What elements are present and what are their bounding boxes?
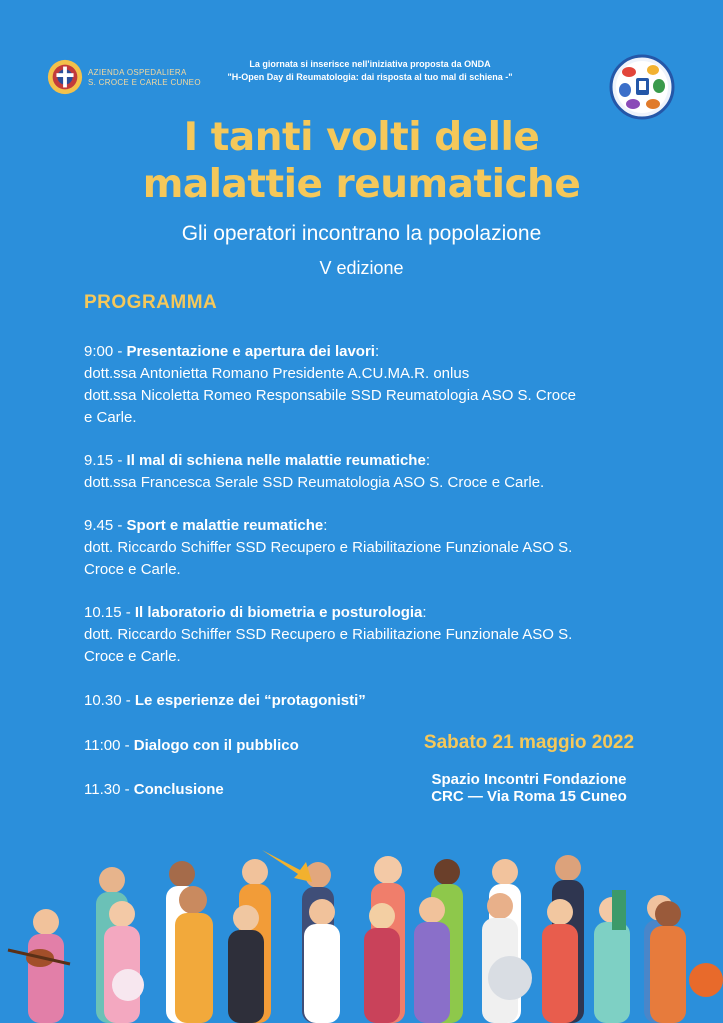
program-detail: dott.ssa Francesca Serale SSD Reumatologia ASO S. Croce e Carle. bbox=[84, 474, 545, 491]
program-detail: Croce e Carle. bbox=[84, 648, 181, 665]
program-item: 10.15 - Il laboratorio di biometria e posturologia: dott. Riccardo Schiffer SSD Recupero e Riabilitazione Funzionale ASO S. Croce e Carle. bbox=[84, 602, 664, 668]
program-time: 11:00 - bbox=[84, 737, 134, 754]
hospital-logo bbox=[46, 56, 201, 100]
program-time: 9:00 - bbox=[84, 343, 127, 360]
venue-line1: Spazio Incontri Fondazione bbox=[431, 771, 627, 788]
program-title: Il mal di schiena nelle malattie reumatiche bbox=[126, 452, 426, 469]
header-note-line2: "H-Open Day di Reumatologia: dai risposta al tuo mal di schiena -" bbox=[227, 72, 513, 82]
program-item bbox=[84, 735, 384, 757]
crowd-illustration bbox=[0, 830, 723, 1023]
event-venue bbox=[404, 771, 654, 805]
program-title: Le esperienze dei “protagonisti” bbox=[134, 692, 366, 709]
program-detail: dott.ssa Antonietta Romano Presidente A.CU.MA.R. onlus bbox=[84, 365, 470, 382]
program-time: 10.30 - bbox=[84, 692, 135, 709]
programma-heading: PROGRAMMA bbox=[84, 292, 218, 313]
program-detail: Croce e Carle. bbox=[84, 561, 181, 578]
subtitle: Gli operatori incontrano la popolazione bbox=[181, 222, 542, 245]
program-item bbox=[84, 779, 384, 801]
header-note bbox=[190, 58, 550, 84]
program-title: Conclusione bbox=[133, 781, 224, 798]
program-item: 9.45 - Sport e malattie reumatiche: dott. Riccardo Schiffer SSD Recupero e Riabilitazione Funzionale ASO S. Croce e Carle. bbox=[84, 515, 664, 581]
event-date: Sabato 21 maggio 2022 bbox=[423, 732, 635, 753]
program-time: 9.45 - bbox=[84, 517, 127, 534]
hospital-name-line2: S. CROCE E CARLE CUNEO bbox=[88, 78, 201, 87]
hospital-name-line1: AZIENDA OSPEDALIERA bbox=[88, 68, 187, 77]
program-title: Dialogo con il pubblico bbox=[133, 737, 299, 754]
hands-association-logo-icon bbox=[609, 54, 675, 120]
program-detail: dott. Riccardo Schiffer SSD Recupero e Riabilitazione Funzionale ASO S. bbox=[84, 539, 573, 556]
program-item: 9:00 - Presentazione e apertura dei lavori: dott.ssa Antonietta Romano Presidente A.CU.MA.R. onlus dott.ssa Nicoletta Romeo Responsabile SSD Reumatologia ASO S. Croce e Carle. bbox=[84, 341, 664, 429]
program-time: 10.15 - bbox=[84, 604, 135, 621]
program-detail: dott. Riccardo Schiffer SSD Recupero e Riabilitazione Funzionale ASO S. bbox=[84, 626, 573, 643]
hospital-emblem-icon bbox=[46, 58, 84, 96]
edition: V edizione bbox=[319, 258, 404, 278]
venue-line2: CRC — Via Roma 15 Cuneo bbox=[431, 788, 627, 805]
program-time: 9.15 - bbox=[84, 452, 127, 469]
header-note-line1: La giornata si inserisce nell'iniziativa proposta da ONDA bbox=[249, 59, 491, 69]
program-detail: dott.ssa Nicoletta Romeo Responsabile SSD Reumatologia ASO S. Croce bbox=[84, 387, 576, 404]
program-time: 11.30 - bbox=[84, 781, 134, 798]
title-line1: I tanti volti delle bbox=[183, 115, 540, 160]
program-title: Presentazione e apertura dei lavori bbox=[126, 343, 375, 360]
title-line2: malattie reumatiche bbox=[142, 162, 581, 207]
program-title: Sport e malattie reumatiche bbox=[126, 517, 324, 534]
program-item bbox=[84, 690, 664, 712]
program-title: Il laboratorio di biometria e posturologia bbox=[134, 604, 423, 621]
program-detail: e Carle. bbox=[84, 409, 137, 426]
page-title bbox=[0, 114, 723, 208]
program-item: 9.15 - Il mal di schiena nelle malattie reumatiche: dott.ssa Francesca Serale SSD Reumatologia ASO S. Croce e Carle. bbox=[84, 450, 664, 494]
